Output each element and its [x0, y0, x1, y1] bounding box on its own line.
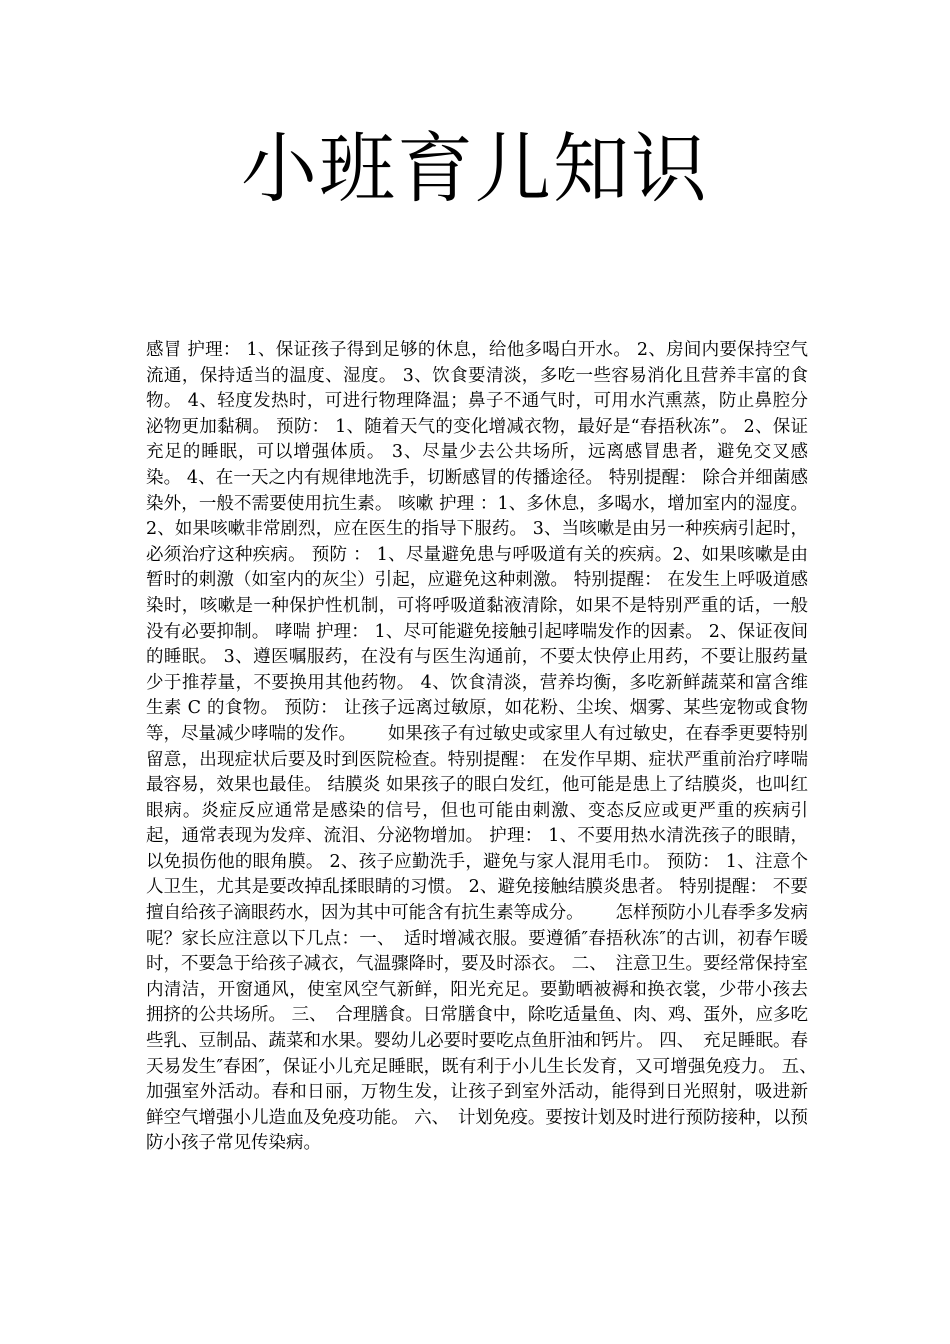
document-title: 小班育儿知识 [241, 124, 709, 213]
document-body-text: 感冒 护理： 1、保证孩子得到足够的休息，给他多喝白开水。 2、房间内要保持空气流通，保持适当的温度、湿度。 3、饮食要清淡，多吃一些容易消化且营养丰富的食物。 4、轻度发热时，可进行物理降温；鼻子不通气时，可用水汽熏蒸，防止鼻腔分泌物更加黏稠。 预防： 1、随着天气的变化增减衣物，最好是“春捂秋冻”。 2、保证充足的睡眠，可以增强体质。 3、尽量少去公共场所，远离感冒患者，避免交叉感染。 4、在一天之内有规律地洗手，切断感冒的传播途径。 特别提醒： 除合并细菌感染外，一般不需要使用抗生素。 咳嗽 护理 ：1、多休息，多喝水，增加室内的湿度。 2、如果咳嗽非常剧烈，应在医生的指导下服药。 3、当咳嗽是由另一种疾病引起时，必须治疗这种疾病。 预防 ： 1、尽量避免患与呼吸道有关的疾病。2、如果咳嗽是由暂时的刺激（如室内的灰尘）引起，应避免这种刺激。 特别提醒： 在发生上呼吸道感染时，咳嗽是一种保护性机制，可将呼吸道黏液清除，如果不是特别严重的话，一般没有必要抑制。 哮喘 护理： 1、尽可能避免接触引起哮喘发作的因素。 2、保证夜间的睡眠。 3、遵医嘱服药，在没有与医生沟通前，不要太快停止用药，不要让服药量少于推荐量，不要换用其他药物。 4、饮食清淡，营养均衡，多吃新鲜蔬菜和富含维生素 C 的食物。 预防： 让孩子远离过敏原，如花粉、尘埃、烟雾、某些宠物或食物等，尽量减少哮喘的发作。 如果孩子有过敏史或家里人有过敏史，在春季更要特别留意，出现症状后要及时到医院检查。特别提醒： 在发作早期、症状严重前治疗哮喘最容易，效果也最佳。 结膜炎 如果孩子的眼白发红，他可能是患上了结膜炎，也叫红眼病。炎症反应通常是感染的信号，但也可能由刺激、变态反应或更严重的疾病引起，通常表现为发痒、流泪、分泌物增加。 护理： 1、不要用热水清洗孩子的眼睛，以免损伤他的眼角膜。 2、孩子应勤洗手，避免与家人混用毛巾。 预防： 1、注意个人卫生，尤其是要改掉乱揉眼睛的习惯。 2、避免接触结膜炎患者。 特别提醒： 不要擅自给孩子滴眼药水，因为其中可能含有抗生素等成分。 怎样预防小儿春季多发病呢？家长应注意以下几点：一、 适时增减衣服。要遵循″春捂秋冻″的古训，初春乍暖时，不要急于给孩子减衣，气温骤降时，要及时添衣。 二、 注意卫生。要经常保持室内清洁，开窗通风，使室风空气新鲜，阳光充足。要勤晒被褥和换衣裳，少带小孩去拥挤的公共场所。 三、 合理膳食。日常膳食中，除吃适量鱼、肉、鸡、蛋外，应多吃些乳、豆制品、蔬菜和水果。婴幼儿必要时要吃点鱼肝油和钙片。 四、 充足睡眠。春天易发生″春困″，保证小儿充足睡眠，既有利于小儿生长发育，又可增强免疫力。 五、 加强室外活动。春和日丽，万物生发，让孩子到室外活动，能得到日光照射，吸进新鲜空气增强小儿造血及免疫功能。 六、 计划免疫。要按计划及时进行预防接种，以预防小孩子常见传染病。 [146, 340, 826, 1154]
